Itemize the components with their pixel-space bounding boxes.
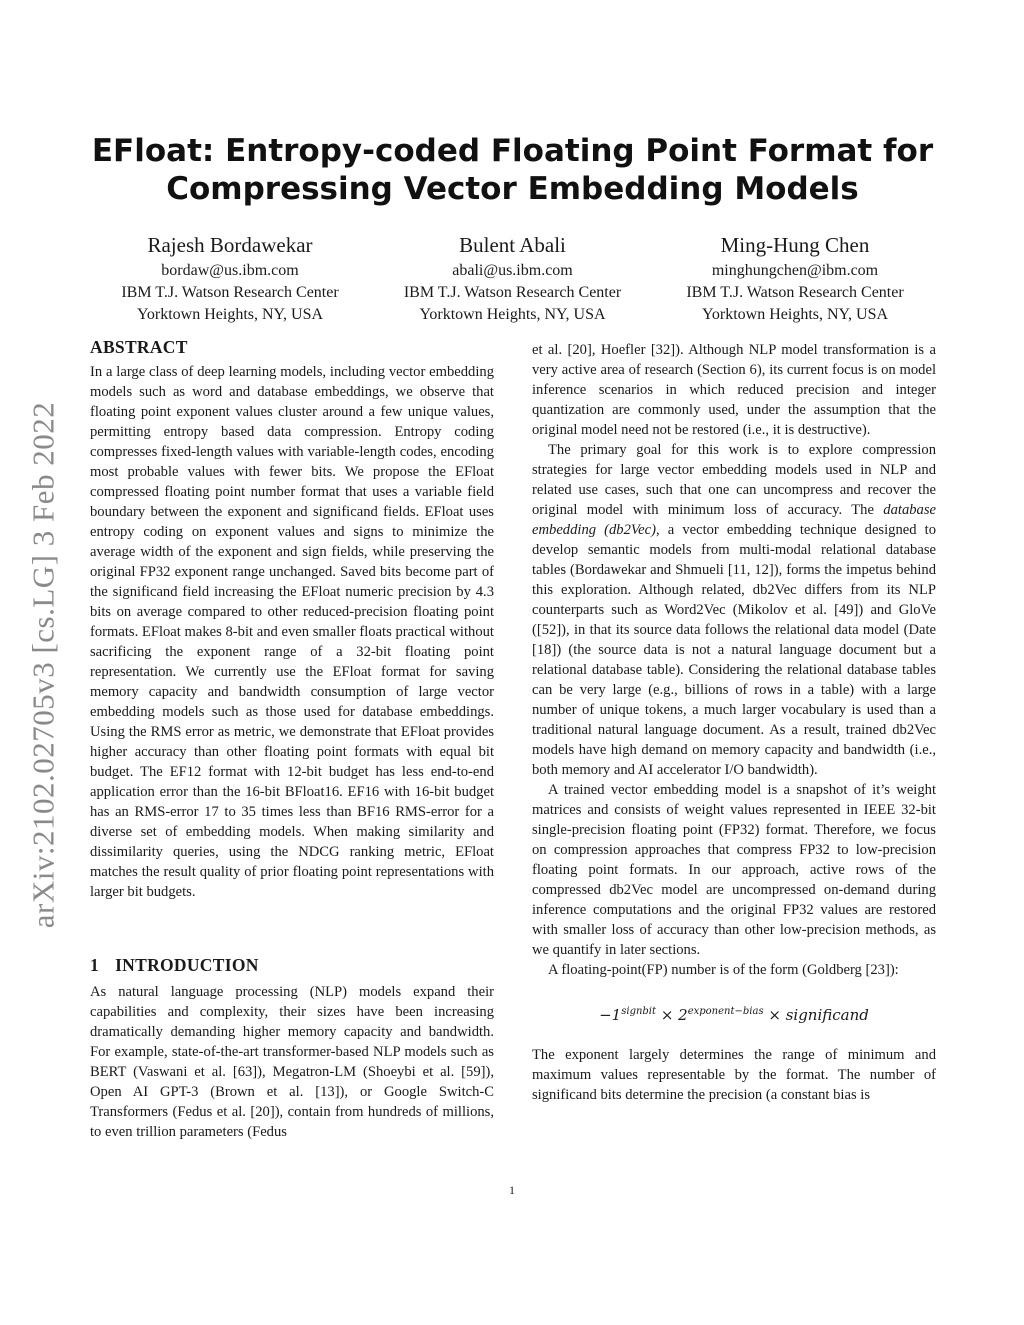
author-block xyxy=(90,230,935,326)
arxiv-identifier-text: arXiv:2102.02705v3 [cs.LG] 3 Feb 2022 xyxy=(25,401,60,929)
formula-exponent: exponent−bias xyxy=(687,1006,764,1017)
section-number: 1 xyxy=(90,955,100,975)
formula-base: −1 xyxy=(599,1006,622,1024)
author-email: abali@us.ibm.com xyxy=(452,262,573,279)
intro-paragraph-1: As natural language processing (NLP) models expand their capabilities and complexity, their sizes have been increasing dramatically demanding higher memory capacity and bandwidth. For example, state-of-the-art transformer-based NLP models such as BERT (Vaswani et al. [63]), Megatron-LM (Shoeybi et al. [59]), Open AI GPT-3 (Brown et al. [13]), or Google Switch-C Transformers (Fedus et al. [20]), contain from hundreds of millions, to even trillion parameters (Fedus xyxy=(90,984,494,1140)
intro-paragraph-4: A floating-point(FP) number is of the form (Goldberg [23]): xyxy=(548,962,899,978)
author-location: Yorktown Heights, NY, USA xyxy=(701,306,889,323)
intro-paragraph-2 xyxy=(532,440,936,780)
left-column xyxy=(90,336,494,1142)
intro-paragraph-3: A trained vector embedding model is a snapshot of it’s weight matrices and consists of weight values represented in IEEE 32-bit single-precision floating point (FP32) format. Therefore, we focus on compression approaches that compress FP32 to low-precision floating point formats. In our approach, active rows of the compressed db2Vec model are uncompressed on-demand during inference computations and the original FP32 values are restored with smaller loss of accuracy than other low-precision methods, as we quantify in later sections. xyxy=(532,782,936,958)
section-title: INTRODUCTION xyxy=(115,955,259,975)
formula-significand: × significand xyxy=(768,1006,869,1024)
right-column xyxy=(532,340,936,1105)
formula-sign-exponent: signbit xyxy=(621,1006,657,1017)
author-location: Yorktown Heights, NY, USA xyxy=(136,306,324,323)
author-email: bordaw@us.ibm.com xyxy=(161,262,299,279)
intro-paragraph-5: The exponent largely determines the range of minimum and maximum values representable by the format. The number of significand bits determine the precision (a constant bias is xyxy=(532,1047,936,1103)
author-2 xyxy=(373,230,653,326)
author-name: Bulent Abali xyxy=(459,233,566,257)
author-location: Yorktown Heights, NY, USA xyxy=(419,306,606,323)
paper-title: EFloat: Entropy-coded Floating Point Format for Compressing Vector Embedding Models xyxy=(91,133,934,207)
author-email: minghungchen@ibm.com xyxy=(711,262,879,279)
author-name: Rajesh Bordawekar xyxy=(147,233,313,257)
page-number: 1 xyxy=(509,1183,515,1197)
author-organization: IBM T.J. Watson Research Center xyxy=(121,284,339,301)
abstract-body: In a large class of deep learning models, including vector embedding models such as word and database embeddings, we observe that floating point exponent values cluster around a few unique values, permitting entropy based data compression. Entropy coding compresses fixed-length values with variable-length codes, encoding most probable values with fewer bits. We propose the EFloat compressed floating point number format that uses a variable field boundary between the exponent and significand fields. EFloat uses entropy coding on exponent values and signs to minimize the average width of the exponent and sign fields, while preserving the original FP32 exponent range unchanged. Saved bits become part of the significand field increasing the EFloat numeric precision by 4.3 bits on average compared to other reduced-precision floating point formats. EFloat makes 8-bit and even smaller floats practical without sacrificing the exponent range of a 32-bit floating point representation. We currently use the EFloat format for saving memory capacity and bandwidth consumption of large vector embedding models such as those used for database embeddings. Using the RMS error as metric, we demonstrate that EFloat provides higher accuracy than other floating point formats with equal bit budget. The EF12 format with 12-bit budget has less end-to-end application error than the 16-bit BFloat16. EF16 with 16-bit budget has an RMS-error 17 to 35 times less than BF16 RMS-error for a diverse set of embedding models. When making similarity and dissimilarity queries, using the NDCG ranking metric, EFloat matches the result quality of prior floating point representations with larger bit budgets. xyxy=(90,364,494,900)
abstract-heading: ABSTRACT xyxy=(90,337,188,357)
author-name: Ming-Hung Chen xyxy=(720,233,870,257)
arxiv-identifier-stamp xyxy=(16,370,70,960)
introduction-heading xyxy=(90,954,494,976)
author-1 xyxy=(90,230,370,326)
paragraph-text: The primary goal for this work is to explore compression strategies for large vector embedding models used in NLP and related use cases, such that one can uncompress and recover the original model with minimum loss of accuracy. The xyxy=(532,442,936,518)
intro-paragraph-1-continued: et al. [20], Hoefler [32]). Although NLP model transformation is a very active area of research (Section 6), its current focus is on model inference scenarios in which reduced precision and integer quantization are commonly used, under the assumption that the original model need not be restored (i.e., it is destructive). xyxy=(532,342,936,438)
author-3 xyxy=(655,230,935,326)
emphasized-term: database embedding (db2Vec) xyxy=(532,502,936,538)
floating-point-formula xyxy=(532,1002,936,1025)
paragraph-text: , a vector embedding technique designed to develop semantic models from multi-modal relational database tables (Bordawekar and Shmueli [11, 12]), forms the impetus behind this exploration. Although related, db2Vec differs from its NLP counterparts such as Word2Vec (Mikolov et al. [49]) and GloVe ([52]), in that its source data follows the relational data model (Date [18]) (the source data is not a natural language document but a relational database table). Considering the relational database tables can be very large (e.g., billions of rows in a table) with a large number of unique tokens, a much larger vocabulary is used than a traditional natural language document. As a result, trained db2Vec models have high demand on memory capacity and bandwidth (i.e., both memory and AI accelerator I/O bandwidth). xyxy=(532,522,936,778)
author-organization: IBM T.J. Watson Research Center xyxy=(686,284,904,301)
author-organization: IBM T.J. Watson Research Center xyxy=(403,284,622,301)
formula-times-two: × 2 xyxy=(660,1006,688,1024)
